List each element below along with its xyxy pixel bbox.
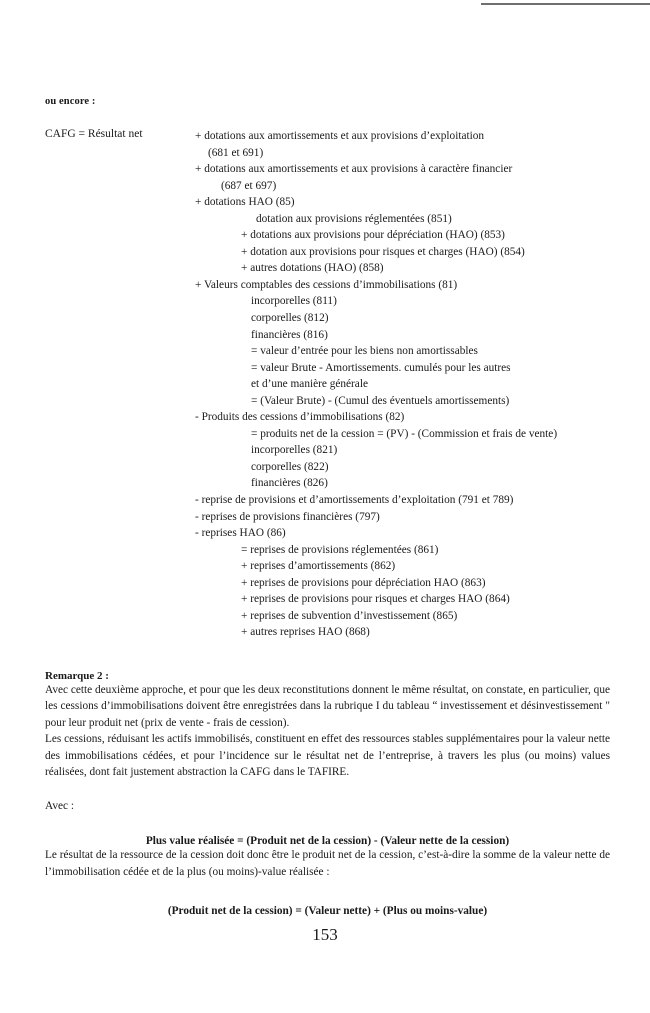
cafg-formula-list [195, 128, 610, 641]
formula-line: - Produits des cessions d’immobilisations (82) [195, 411, 405, 424]
formula-line: financières (816) [251, 328, 328, 341]
avec-label: Avec : [45, 800, 74, 813]
formula-line: - reprises de provisions financières (797) [195, 510, 380, 523]
formula-line: + autres reprises HAO (868) [241, 626, 370, 639]
formula-line: + dotations aux amortissements et aux provisions à caractère financier [195, 163, 513, 176]
formula-line: + autres dotations (HAO) (858) [241, 262, 384, 275]
page-number: 153 [312, 925, 338, 944]
formula-line: = valeur Brute - Amortissements. cumulés pour les autres [251, 361, 511, 374]
formula-line: + reprises de provisions pour dépréciation HAO (863) [241, 576, 486, 589]
formula-produit-net: (Produit net de la cession) = (Valeur nette) + (Plus ou moins-value) [167, 905, 488, 918]
formula-line: = valeur d’entrée pour les biens non amortissables [251, 345, 478, 358]
formula-line: = reprises de provisions réglementées (861) [241, 543, 439, 556]
remark-heading: Remarque 2 : [45, 669, 109, 682]
cafg-formula-block [45, 128, 610, 641]
formula-line: financières (826) [251, 477, 328, 490]
formula-line: + dotations aux amortissements et aux provisions d’exploitation [195, 130, 485, 142]
scan-artifact-line [481, 3, 650, 5]
formula-line: incorporelles (811) [251, 295, 337, 308]
formula-line: - reprises HAO (86) [195, 527, 286, 540]
formula-line: + Valeurs comptables des cessions d’immobilisations (81) [195, 278, 458, 291]
formula-line: incorporelles (821) [251, 444, 338, 457]
section-intro-heading: ou encore : [45, 96, 96, 107]
formula-line: - reprise de provisions et d’amortissements d’exploitation (791 et 789) [195, 494, 514, 507]
formula-line: = produits net de la cession = (PV) - (Commission et frais de vente) [251, 427, 558, 440]
formula-line: corporelles (812) [251, 312, 329, 325]
page-content [45, 96, 610, 917]
formula-line: + reprises de provisions pour risques et charges HAO (864) [241, 593, 510, 606]
formula-line: (681 et 691) [208, 146, 264, 159]
remark-paragraph-2: Les cessions, réduisant les actifs immobilisés, constituent en effet des ressources stables supplémentaires pour la valeur nette des immobilisations cédées, et pour l’incidence sur le résultat net de l’entreprise, à travers les plus (ou moins) values réalisées, dont fait justement abstraction la CAFG dans le TAFIRE. [45, 733, 610, 778]
formula-line: + reprises d’amortissements (862) [241, 560, 396, 573]
formula-line: + dotations aux provisions pour dépréciation (HAO) (853) [241, 229, 505, 242]
formula-line: corporelles (822) [251, 460, 329, 473]
formula-line: et d’une manière générale [251, 378, 368, 391]
remark-paragraph-1: Avec cette deuxième approche, et pour que les deux reconstitutions donnent le même résultat, on constate, en particulier, que les cessions d’immobilisations doivent être enregistrées dans la rubrique I du tableau “ investissement et désinvestissement " pour leur produit net (prix de vente - frais de cession). [45, 683, 610, 729]
formula-line: + dotations HAO (85) [195, 196, 295, 209]
formula-line: + reprises de subvention d’investissement (865) [241, 609, 458, 622]
formula-line: dotation aux provisions réglementées (851) [256, 212, 452, 225]
formula-line: = (Valeur Brute) - (Cumul des éventuels amortissements) [251, 394, 510, 407]
remark-paragraph-3: Le résultat de la ressource de la cession doit donc être le produit net de la cession, c’est-à-dire la somme de la valeur nette de l’immobilisation cédée et de la plus (ou moins)-value réalisée : [45, 849, 610, 878]
cafg-label: CAFG = Résultat net [45, 128, 143, 140]
formula-plus-value: Plus value réalisée = (Produit net de la cession) - (Valeur nette de la cession) [145, 835, 510, 848]
formula-line: + dotation aux provisions pour risques et charges (HAO) (854) [241, 245, 525, 258]
formula-line: (687 et 697) [221, 179, 277, 192]
